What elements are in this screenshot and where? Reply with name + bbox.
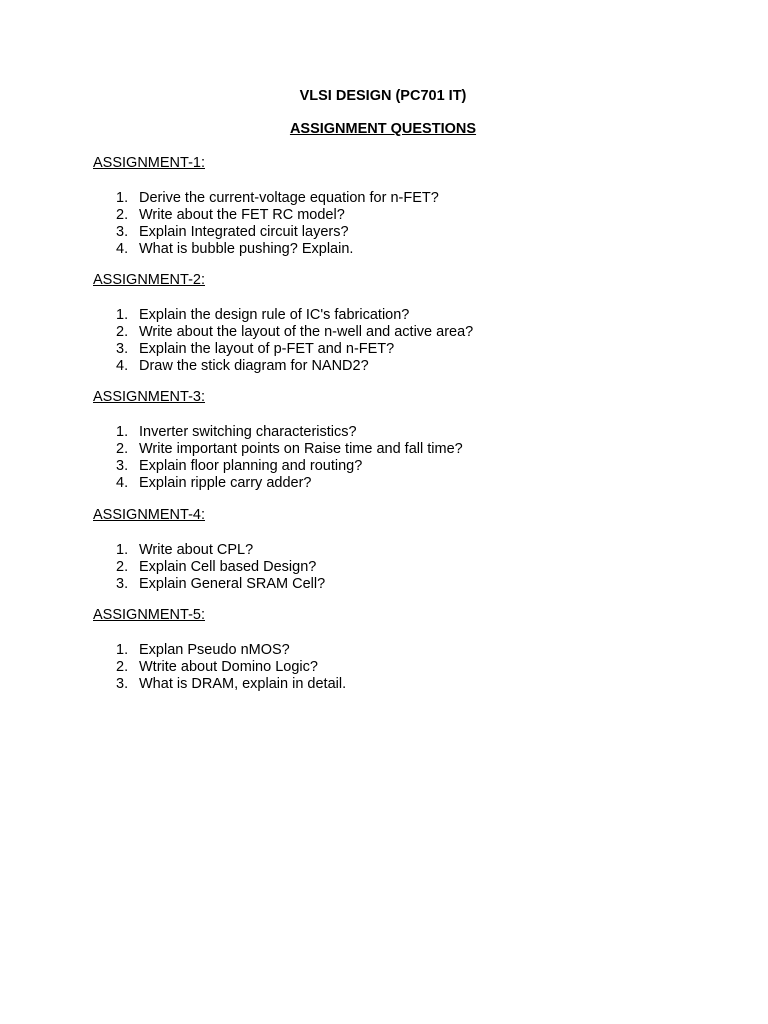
question-text: Derive the current-voltage equation for n-FET?	[139, 190, 439, 206]
assignment-section-4	[93, 507, 693, 593]
question-text: Explain floor planning and routing?	[139, 458, 363, 474]
question-number: 1.	[116, 424, 129, 440]
question-number: 2.	[116, 324, 129, 340]
question-item	[93, 676, 693, 693]
assignment-heading-2: ASSIGNMENT-2:	[93, 272, 205, 288]
question-number: 1.	[116, 642, 129, 658]
assignment-heading-3: ASSIGNMENT-3:	[93, 389, 205, 405]
question-text: Explain the layout of p-FET and n-FET?	[139, 341, 395, 357]
question-number: 3.	[116, 576, 129, 592]
question-number: 1.	[116, 542, 129, 558]
question-text: What is DRAM, explain in detail.	[139, 676, 347, 692]
assignment-heading-5: ASSIGNMENT-5:	[93, 607, 205, 623]
question-item	[93, 458, 693, 475]
question-number: 3.	[116, 224, 129, 240]
question-item	[93, 324, 693, 341]
question-item	[93, 559, 693, 576]
question-list-5	[93, 642, 693, 693]
question-number: 1.	[116, 190, 129, 206]
question-item	[93, 190, 693, 207]
question-list-1	[93, 190, 693, 258]
question-number: 3.	[116, 341, 129, 357]
question-item	[93, 475, 693, 492]
question-item	[93, 659, 693, 676]
question-item	[93, 207, 693, 224]
question-list-3	[93, 424, 693, 492]
question-list-2	[93, 307, 693, 375]
question-item	[93, 224, 693, 241]
question-text: Explan Pseudo nMOS?	[139, 642, 290, 658]
question-item	[93, 576, 693, 593]
question-text: Wtrite about Domino Logic?	[139, 659, 318, 675]
question-number: 4.	[116, 358, 129, 374]
question-text: Write about CPL?	[139, 542, 254, 558]
assignment-heading-4: ASSIGNMENT-4:	[93, 507, 205, 523]
question-text: Inverter switching characteristics?	[139, 424, 357, 440]
question-text: What is bubble pushing? Explain.	[139, 241, 354, 257]
document-subtitle	[0, 121, 766, 138]
document-subtitle-text: ASSIGNMENT QUESTIONS	[289, 121, 477, 137]
assignment-section-1	[93, 155, 693, 258]
question-item	[93, 424, 693, 441]
question-item	[93, 341, 693, 358]
question-text: Draw the stick diagram for NAND2?	[139, 358, 369, 374]
question-text: Explain the design rule of IC's fabrication?	[139, 307, 410, 323]
question-number: 2.	[116, 207, 129, 223]
question-text: Explain General SRAM Cell?	[139, 576, 326, 592]
question-number: 2.	[116, 559, 129, 575]
question-item	[93, 642, 693, 659]
assignment-heading-1: ASSIGNMENT-1:	[93, 155, 205, 171]
question-item	[93, 542, 693, 559]
question-text: Explain ripple carry adder?	[139, 475, 312, 491]
question-item	[93, 307, 693, 324]
question-item	[93, 241, 693, 258]
question-number: 4.	[116, 475, 129, 491]
question-number: 2.	[116, 659, 129, 675]
question-text: Write about the FET RC model?	[139, 207, 345, 223]
question-number: 1.	[116, 307, 129, 323]
question-text: Write about the layout of the n-well and active area?	[139, 324, 474, 340]
document-title: VLSI DESIGN (PC701 IT)	[299, 88, 467, 104]
assignment-section-5	[93, 607, 693, 693]
assignment-section-3	[93, 389, 693, 492]
question-number: 3.	[116, 458, 129, 474]
question-number: 3.	[116, 676, 129, 692]
assignment-section-2	[93, 272, 693, 375]
question-text: Explain Cell based Design?	[139, 559, 317, 575]
question-text: Explain Integrated circuit layers?	[139, 224, 349, 240]
question-text: Write important points on Raise time and fall time?	[139, 441, 463, 457]
question-number: 2.	[116, 441, 129, 457]
question-item	[93, 441, 693, 458]
question-item	[93, 358, 693, 375]
question-list-4	[93, 542, 693, 593]
question-number: 4.	[116, 241, 129, 257]
